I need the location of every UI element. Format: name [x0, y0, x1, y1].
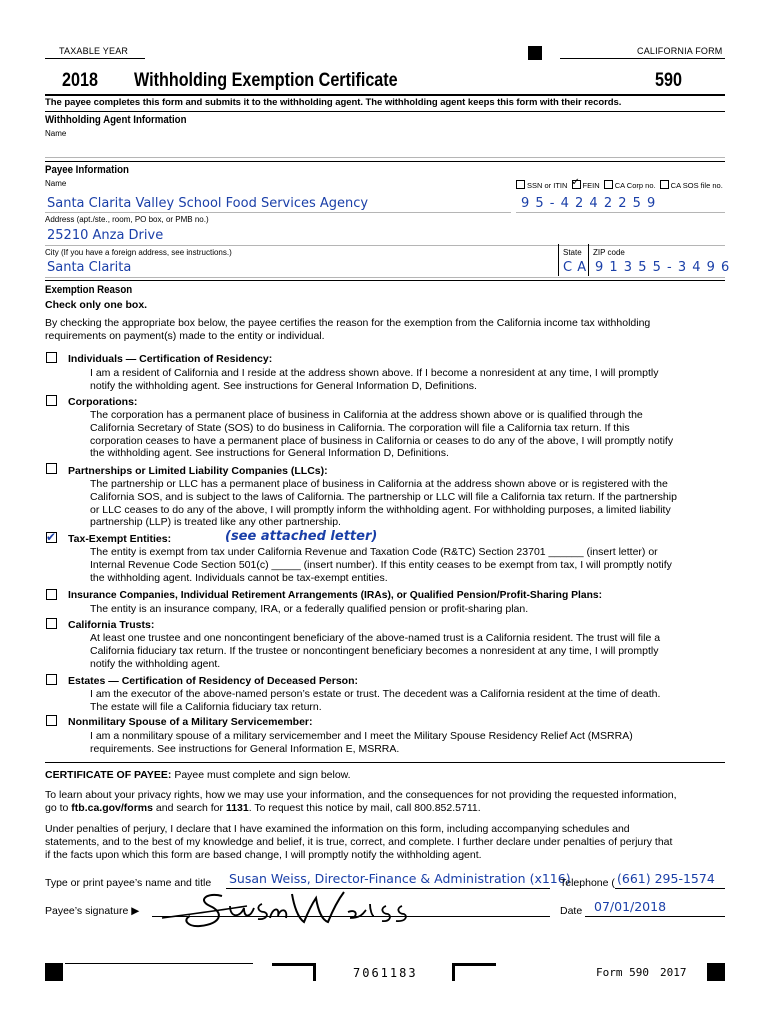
- certificate-heading: CERTIFICATE OF PAYEE:: [45, 769, 172, 781]
- corporations-text: [90, 409, 673, 460]
- payee-name-value[interactable]: Santa Clarita Valley School Food Services Agency: [47, 196, 369, 211]
- privacy-line-1: To learn about your privacy rights, how we may use your information, and the consequences for not providing the requested information,: [45, 789, 677, 801]
- insurance-line-1: The entity is an insurance company, IRA, or a federally qualified pension or profit-sharing plan.: [90, 603, 529, 615]
- tax-exempt-line-1: The entity is exempt from tax under California Revenue and Taxation Code (R&TC) Section 23701 ______ (insert letter) or: [90, 546, 658, 558]
- privacy-link[interactable]: ftb.ca.gov/forms: [71, 802, 153, 814]
- perjury-line-3: if the facts upon which this form are based change, I will promptly notify the withholding agent.: [45, 849, 482, 861]
- tax-year: 2018: [62, 70, 98, 91]
- form-title: Withholding Exemption Certificate: [134, 70, 398, 91]
- fein-checkbox[interactable]: [571, 177, 581, 189]
- ssn-checkbox[interactable]: [516, 180, 525, 189]
- agent-rule: [45, 111, 725, 112]
- partnerships-line-2: California SOS, and is subject to the laws of California. The partnership or LLC will file a California tax return. If the partnership: [90, 490, 677, 503]
- form-ref: Form 590: [596, 966, 649, 979]
- privacy-line-2-c: . To request this notice by mail, call 800.852.5711.: [248, 802, 481, 814]
- exemption-instruction: Check only one box.: [45, 299, 148, 311]
- city-state-zip-field: [45, 269, 725, 278]
- state-value[interactable]: C A: [563, 260, 587, 275]
- tax-exempt-text: [90, 546, 672, 584]
- military-spouse-checkbox[interactable]: [46, 715, 57, 726]
- taxable-year-rule: [45, 58, 145, 59]
- estates-line-2: The estate will file a California fiduciary tax return.: [90, 700, 322, 713]
- zip-label: ZIP code: [593, 248, 625, 257]
- corporations-title: Corporations:: [68, 396, 138, 408]
- partnerships-title: Partnerships or Limited Liability Companies (LLCs):: [68, 465, 328, 477]
- payee-rule: [45, 161, 725, 162]
- perjury-declaration: [45, 823, 745, 862]
- military-spouse-line-1: I am a nonmilitary spouse of a military servicemember and I meet the Military Spouse Residency Relief Act (MSRRA): [90, 730, 633, 742]
- state-label: State: [563, 248, 582, 257]
- date-label: Date: [560, 905, 583, 917]
- exemption-rule: [45, 280, 725, 281]
- telephone-label: Telephone (: [560, 877, 615, 889]
- ca-sos-label: CA SOS file no.: [670, 181, 723, 190]
- ca-corp-checkbox[interactable]: [604, 180, 613, 189]
- address-value[interactable]: 25210 Anza Drive: [47, 228, 164, 243]
- tax-exempt-line-2: Internal Revenue Code Section 501(c) _____ (insert number). If this entity ceases to be exempt from tax, I will promptly notify: [90, 558, 672, 571]
- form-intro: The payee completes this form and submits it to the withholding agent. The withholding agent keeps this form with their records.: [45, 97, 622, 108]
- trusts-line-2: California fiduciary tax return. If the trustee or noncontingent beneficiary becomes a nonresident at any time, I will promptly: [90, 644, 659, 657]
- title-rule: [45, 94, 725, 96]
- military-spouse-line-2: requirements. See instructions for General Information E, MSRRA.: [90, 742, 400, 755]
- telephone-rule: [615, 888, 725, 889]
- privacy-line-2-a: go to: [45, 802, 72, 814]
- estates-line-1: I am the executor of the above-named person’s estate or trust. The decedent was a California resident at the time of death.: [90, 688, 661, 700]
- footer-registration-mark-left: [45, 963, 63, 981]
- military-spouse-text: [90, 730, 633, 756]
- individuals-text: [90, 367, 658, 393]
- trusts-checkbox[interactable]: [46, 618, 57, 629]
- exemption-heading: Exemption Reason: [45, 284, 133, 296]
- insurance-title: Insurance Companies, Individual Retirement Arrangements (IRAs), or Qualified Pension/Profit-Sharing Plans:: [68, 590, 603, 601]
- insurance-checkbox[interactable]: [46, 589, 57, 600]
- trusts-text: [90, 632, 660, 670]
- corporations-line-3: corporation ceases to have a permanent place of business in California or ceases to do any of the above, I will promptly notify: [90, 434, 674, 447]
- tax-exempt-check-icon: ✔: [46, 530, 57, 544]
- agent-heading: Withholding Agent Information: [45, 114, 187, 126]
- military-spouse-title: Nonmilitary Spouse of a Military Servicemember:: [68, 716, 313, 728]
- tax-exempt-line-3: the withholding agent. Individuals cannot be tax-exempt entities.: [90, 571, 388, 584]
- partnerships-line-3: or LLC ceases to do any of the above, I will promptly inform the withholding agent. For withholding purposes, a limited liability: [90, 503, 671, 516]
- certificate-rule: [45, 762, 725, 763]
- trusts-line-3: notify the withholding agent.: [90, 657, 221, 670]
- insurance-text: [90, 603, 528, 616]
- trusts-title: California Trusts:: [68, 619, 155, 631]
- partnerships-checkbox[interactable]: [46, 463, 57, 474]
- barcode-number: 7061183: [353, 966, 418, 980]
- footer-registration-mark-right: [707, 963, 725, 981]
- signature-label: Payee’s signature ▶: [45, 905, 140, 917]
- privacy-number: 1131: [225, 802, 249, 814]
- exemption-intro-line-2: requirements on payment(s) made to the entity or individual.: [45, 330, 325, 342]
- estates-title: Estates — Certification of Residency of Deceased Person:: [68, 675, 359, 687]
- estates-text: [90, 688, 660, 714]
- tax-exempt-annotation: (see attached letter): [225, 529, 378, 544]
- trusts-line-1: At least one trustee and one noncontingent beneficiary of the above-named trust is a California resident. The trust will file a: [90, 632, 661, 644]
- tax-exempt-title: Tax-Exempt Entities:: [68, 533, 172, 545]
- exemption-intro: [45, 317, 735, 343]
- date-rule: [585, 916, 725, 917]
- footer-corner-mark-1: [272, 963, 316, 981]
- ssn-label: SSN or ITIN: [527, 181, 568, 190]
- corporations-checkbox[interactable]: [46, 395, 57, 406]
- payee-heading: Payee Information: [45, 164, 129, 176]
- privacy-line-2-b: and search for: [152, 802, 226, 814]
- payee-id-value[interactable]: 9 5 - 4 2 4 2 2 5 9: [521, 196, 657, 211]
- address-label: Address (apt./ste., room, PO box, or PMB no.): [45, 215, 209, 224]
- privacy-line-2: [45, 802, 745, 815]
- certificate-heading-rest: Payee must complete and sign below.: [171, 769, 351, 781]
- california-form-rule: [560, 58, 725, 59]
- corporations-line-4: the withholding agent. See instructions for General Information D, Definitions.: [90, 447, 449, 460]
- partnerships-text: [90, 478, 677, 529]
- partnerships-line-4: partnership (LLP) is treated like any other partnership.: [90, 516, 341, 529]
- signature-image: [152, 884, 412, 934]
- ca-corp-label: CA Corp no.: [614, 181, 656, 190]
- id-type-options: [516, 177, 723, 190]
- estates-checkbox[interactable]: [46, 674, 57, 685]
- individuals-title: Individuals — Certification of Residency:: [68, 353, 273, 365]
- payee-id-field: [516, 204, 725, 213]
- city-value[interactable]: Santa Clarita: [47, 260, 132, 275]
- address-field: [45, 237, 725, 246]
- partnerships-line-1: The partnership or LLC has a permanent place of business in California at the address shown above or is registered with the: [90, 478, 668, 490]
- ca-sos-checkbox[interactable]: [660, 180, 669, 189]
- corporations-line-2: California Secretary of State (SOS) to do business in California. The corporation will file a California tax return. If this: [90, 421, 630, 434]
- taxable-year-label: TAXABLE YEAR: [59, 46, 129, 56]
- privacy-notice: [45, 789, 745, 815]
- corporations-line-1: The corporation has a permanent place of business in California at the address shown above or is qualified through the: [90, 409, 643, 421]
- name-title-label: Type or print payee’s name and title: [45, 877, 212, 889]
- fein-check-icon: ✓: [571, 177, 580, 188]
- city-label: City (If you have a foreign address, see instructions.): [45, 248, 232, 257]
- form-number: 590: [655, 70, 682, 91]
- payee-name-field: [45, 204, 511, 213]
- signature-rule: [152, 916, 550, 917]
- date-value[interactable]: 07/01/2018: [594, 899, 667, 914]
- individuals-line-1: I am a resident of California and I reside at the address shown above. If I become a nonresident at any time, I will promptly: [90, 367, 659, 379]
- name-title-value[interactable]: Susan Weiss, Director-Finance & Administration (x116): [229, 871, 571, 886]
- individuals-line-2: notify the withholding agent. See instructions for General Information D, Definitions.: [90, 379, 477, 392]
- footer-corner-mark-2: [452, 963, 496, 981]
- certificate-heading-line: [45, 769, 351, 782]
- zip-value[interactable]: 9 1 3 5 5 - 3 4 9 6: [595, 260, 731, 275]
- agent-name-label: Name: [45, 129, 67, 138]
- telephone-value[interactable]: (661) 295-1574: [617, 871, 715, 886]
- payee-name-label: Name: [45, 179, 67, 188]
- signature-svg: [152, 884, 412, 934]
- exemption-intro-line-1: By checking the appropriate box below, the payee certifies the reason for the exemption from the California income tax withholding: [45, 317, 651, 329]
- california-form-label: CALIFORNIA FORM: [637, 46, 723, 56]
- perjury-line-1: Under penalties of perjury, I declare that I have examined the information on this form, including accompanying schedules and: [45, 823, 630, 835]
- fein-label: FEIN: [582, 181, 600, 190]
- perjury-line-2: statements, and to the best of my knowledge and belief, it is true, correct, and complete. I further declare under penalties of perjury that: [45, 836, 673, 848]
- form-year: 2017: [660, 966, 687, 979]
- footer-rule-left: [65, 963, 253, 964]
- registration-mark: [528, 46, 542, 60]
- individuals-checkbox[interactable]: [46, 352, 57, 363]
- agent-name-field[interactable]: [45, 149, 725, 158]
